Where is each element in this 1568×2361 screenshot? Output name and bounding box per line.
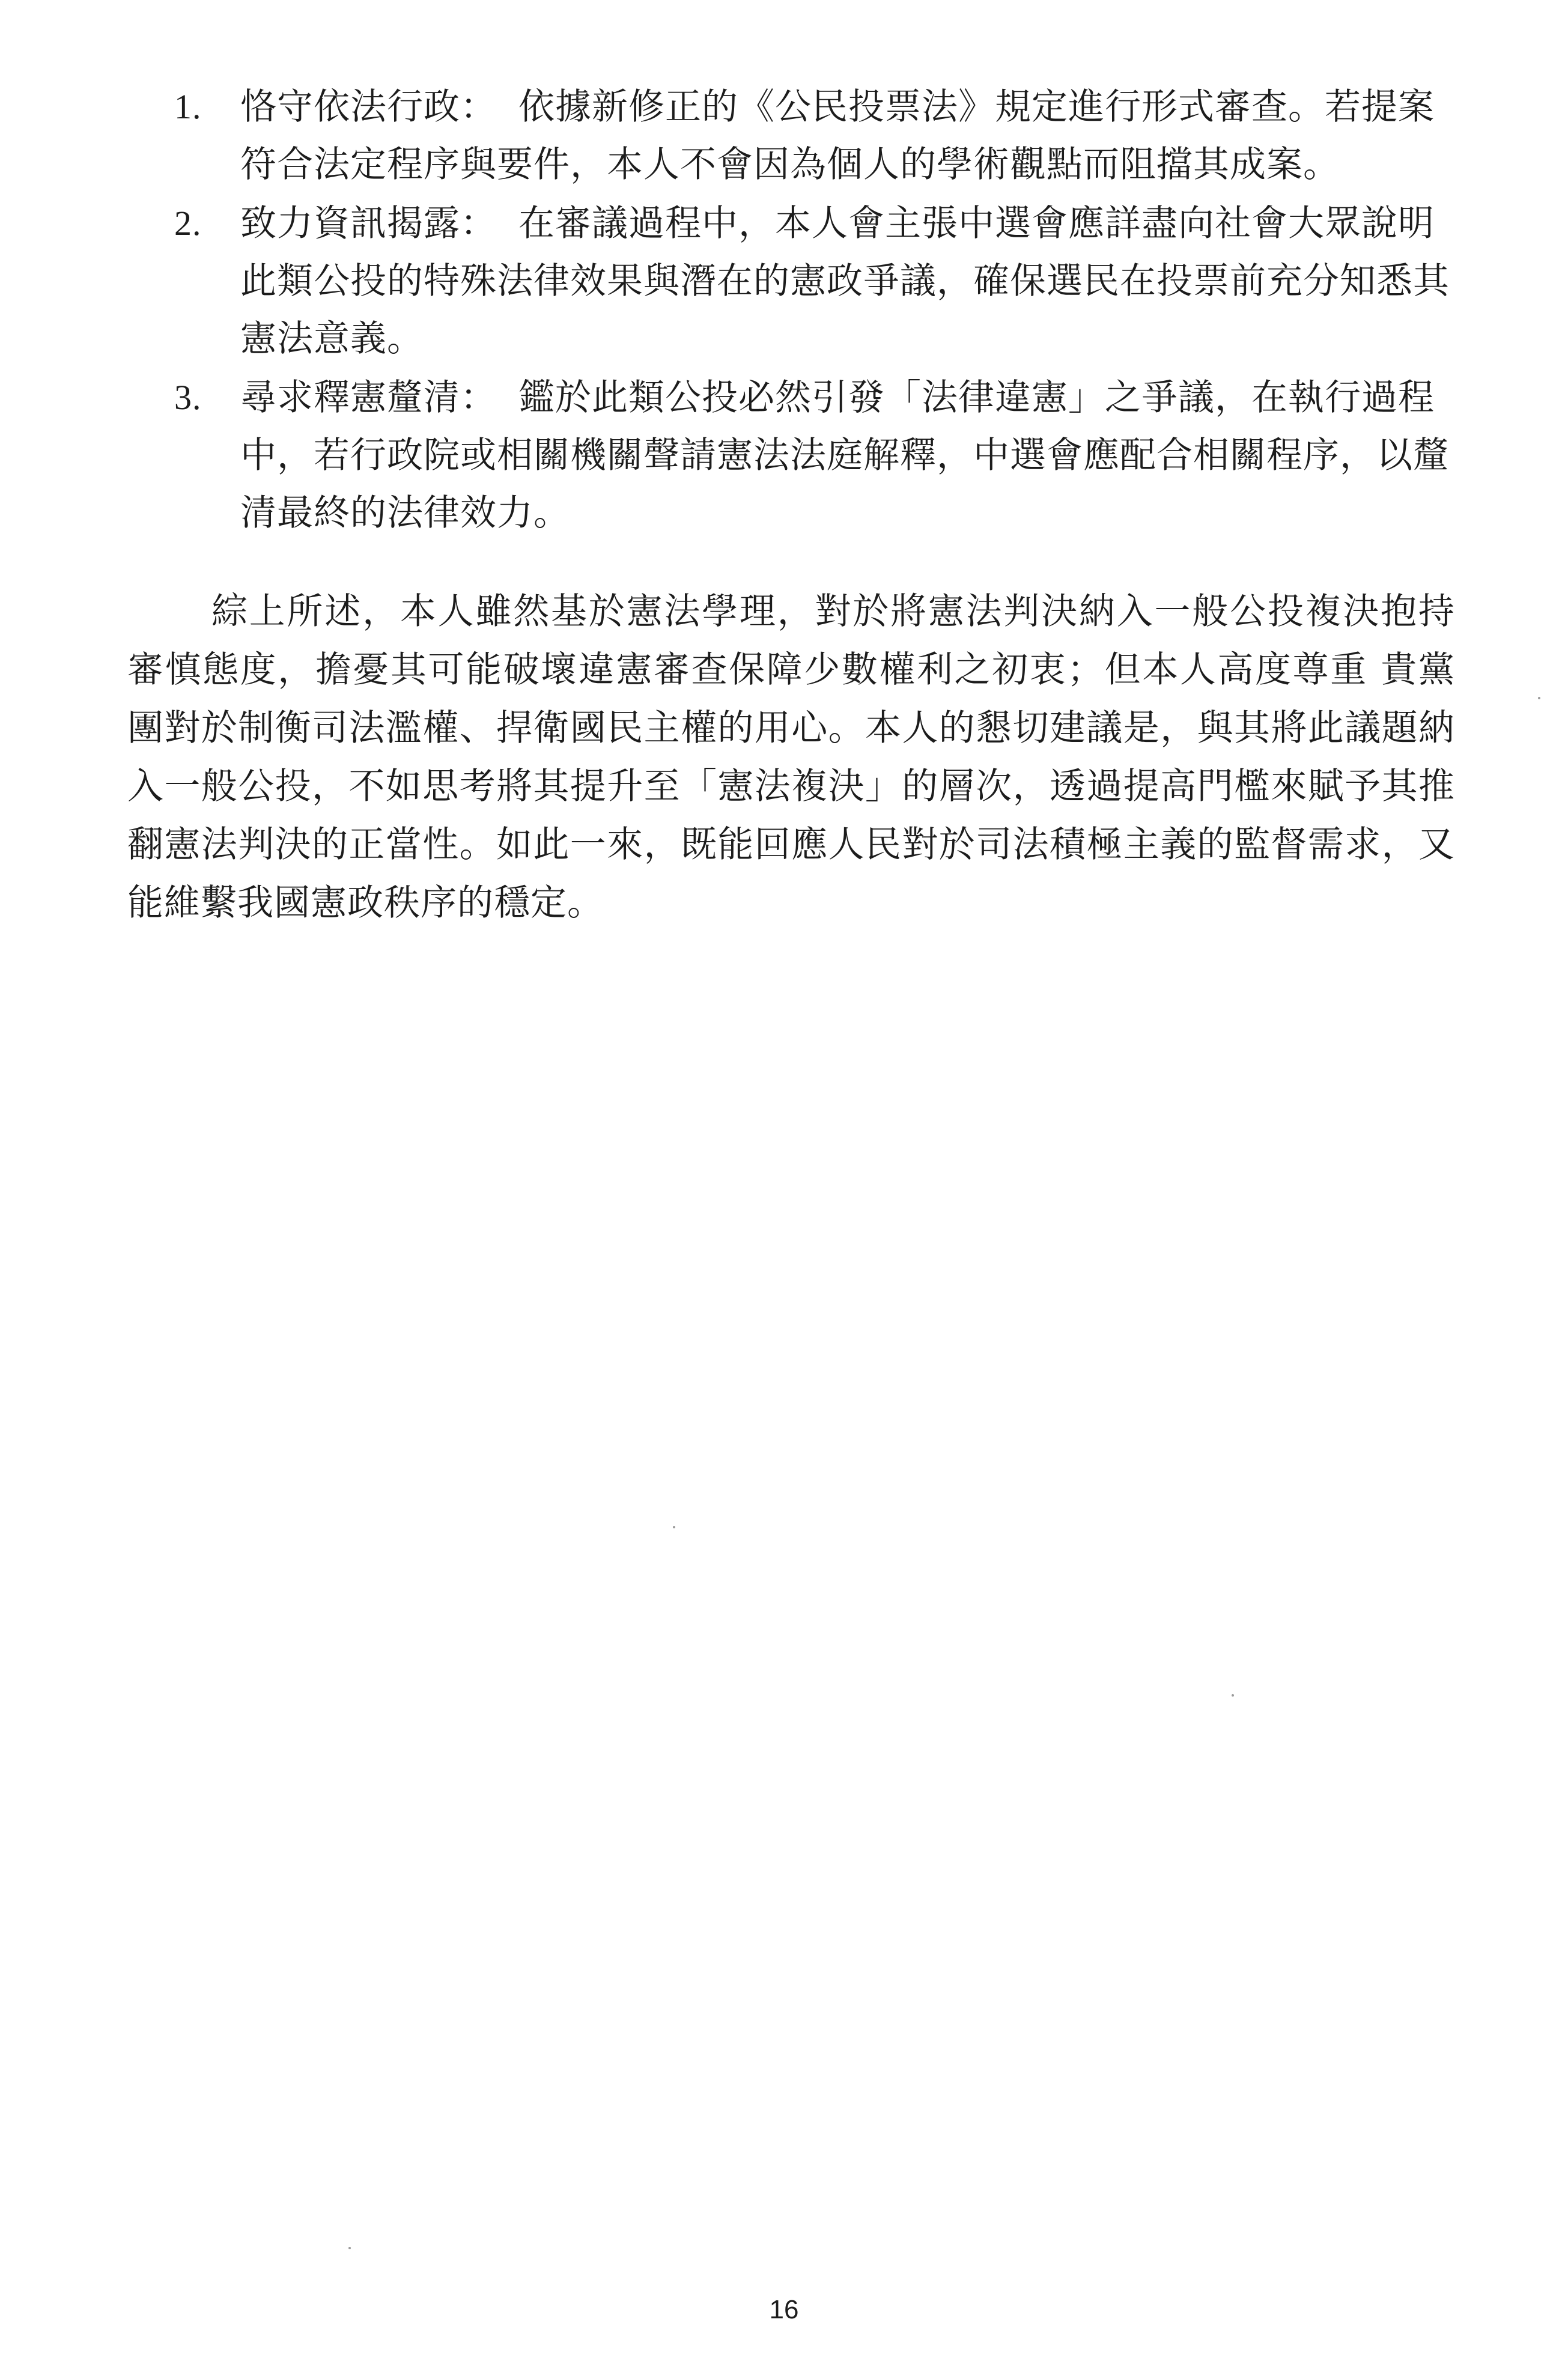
list-item-heading: 恪守依法行政： xyxy=(240,86,497,128)
list-item xyxy=(174,78,1454,193)
numbered-list xyxy=(174,78,1454,543)
list-item-text: 鑑於此類公投必然引發「法律違憲」之爭議，在執行過程中，若行政院或相關機關聲請憲法法庭解釋，中選會應配合相關程序，以釐清最終的法律效力。 xyxy=(240,377,1450,534)
list-item xyxy=(174,195,1454,368)
scan-speck xyxy=(673,1526,675,1528)
summary-paragraph: 綜上所述，本人雖然基於憲法學理，對於將憲法判決納入一般公投複決抱持審慎態度，擔憂其可能破壞違憲審查保障少數權利之初衷；但本人高度尊重 貴黨團對於制衡司法濫權、捍衛國民主權的用心。本人的懇切建議是，與其將此議題納入一般公投，不如思考將其提升至「憲法複決」的層次，透過提高門檻來賦予其推翻憲法判決的正當性。如此一來，既能回應人民對於司法積極主義的監督需求，又能維繫我國憲政秩序的穩定。 xyxy=(127,591,1455,924)
list-item-text: 在審議過程中，本人會主張中選會應詳盡向社會大眾說明此類公投的特殊法律效果與潛在的憲政爭議，確保選民在投票前充分知悉其憲法意義。 xyxy=(240,202,1450,360)
scan-speck xyxy=(348,2247,351,2249)
page-number: 16 xyxy=(769,2295,799,2324)
scan-speck xyxy=(1232,1694,1234,1697)
scan-speck xyxy=(1538,697,1540,699)
list-item-heading: 尋求釋憲釐清： xyxy=(240,377,497,419)
list-item-number: 1. xyxy=(174,87,202,126)
list-item-number: 3. xyxy=(174,378,202,417)
list-item xyxy=(174,369,1454,542)
list-item-heading: 致力資訊揭露： xyxy=(240,202,497,245)
list-item-number: 2. xyxy=(174,204,202,243)
list-item-text: 依據新修正的《公民投票法》規定進行形式審查。若提案符合法定程序與要件，本人不會因為個人的學術觀點而阻擋其成案。 xyxy=(240,86,1435,186)
